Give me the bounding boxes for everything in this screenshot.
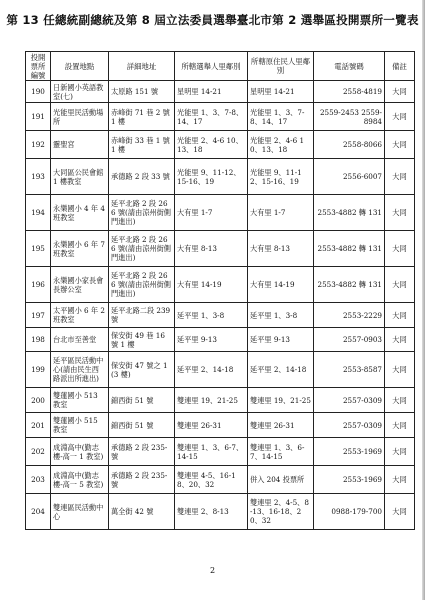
cell-phone: 2557-0309 [314,413,385,438]
cell-voter-districts: 大有里 8-13 [175,231,248,267]
cell-indigenous-districts: 光能里 9、11-12、15-16、19 [248,159,314,195]
cell-location: 靈聖宮 [51,131,109,159]
cell-station-number: 193 [26,159,51,195]
cell-voter-districts: 大有里 14-19 [175,267,248,303]
cell-note: 大同 [385,195,415,231]
header-station-number: 投開票所編號 [26,52,51,81]
cell-phone: 2553-4882 轉 131 [314,195,385,231]
cell-address: 錦西街 51 號 [109,388,175,413]
cell-location: 大同區公民會館 1 樓教室 [51,159,109,195]
cell-indigenous-districts: 光能里 2、4-6 10、13、18 [248,131,314,159]
cell-voter-districts: 延平里 9-13 [175,328,248,352]
cell-indigenous-districts: 延平里 1、3-8 [248,303,314,328]
cell-location: 雙蓮國小 515 教室 [51,413,109,438]
cell-note: 大同 [385,81,415,103]
cell-indigenous-districts: 大有里 8-13 [248,231,314,267]
cell-note: 大同 [385,388,415,413]
cell-voter-districts: 光能里 1、3、7-8、14、17 [175,103,248,131]
cell-voter-districts: 雙連里 4-5、16-18、20、32 [175,466,248,494]
cell-note: 大同 [385,328,415,352]
cell-location: 雙蓮國小 513 教室 [51,388,109,413]
cell-station-number: 194 [26,195,51,231]
cell-station-number: 203 [26,466,51,494]
cell-address: 保安街 49 巷 16 號 1 樓 [109,328,175,352]
cell-address: 承德路 2 段 33 號 [109,159,175,195]
cell-voter-districts: 雙連里 19、21-25 [175,388,248,413]
cell-phone: 2553-8587 [314,352,385,388]
header-voter-districts: 所轄選舉人里鄰別 [175,52,248,81]
table-row [26,131,415,159]
cell-note: 大同 [385,494,415,530]
cell-location: 永樂國小 4 年 4 班教室 [51,195,109,231]
cell-indigenous-districts: 延平里 2、14-18 [248,352,314,388]
cell-voter-districts: 延平里 1、3-8 [175,303,248,328]
table-row [26,328,415,352]
table-row [26,352,415,388]
cell-note: 大同 [385,159,415,195]
cell-note: 大同 [385,352,415,388]
cell-phone: 2557-0309 [314,388,385,413]
cell-location: 延平區民活動中心(請由民生西路派出所進出) [51,352,109,388]
cell-address: 延平北路 2 段 266 號(請由涼州街側門進出) [109,267,175,303]
header-address: 詳細地址 [109,52,175,81]
cell-station-number: 195 [26,231,51,267]
header-note: 備註 [385,52,415,81]
cell-note: 大同 [385,103,415,131]
cell-location: 太平國小 6 年 2 班教室 [51,303,109,328]
cell-station-number: 202 [26,438,51,466]
cell-note: 大同 [385,131,415,159]
cell-location: 永樂國小家長會長辦公室 [51,267,109,303]
cell-voter-districts: 雙連里 26-31 [175,413,248,438]
cell-address: 延平北路 2 段 266 號(請由涼州街側門進出) [109,195,175,231]
cell-phone: 2557-0903 [314,328,385,352]
cell-address: 萬全街 42 號 [109,494,175,530]
table-row [26,103,415,131]
cell-phone: 2558-8066 [314,131,385,159]
cell-voter-districts: 光能里 2、4-6 10、13、18 [175,131,248,159]
cell-indigenous-districts: 併入 204 投票所 [248,466,314,494]
cell-indigenous-districts: 大有里 14-19 [248,267,314,303]
cell-address: 承德路 2 段 235- 號 [109,438,175,466]
polling-station-table [25,51,415,530]
cell-note: 大同 [385,438,415,466]
table-row [26,303,415,328]
cell-voter-districts: 雙連里 2、8-13 [175,494,248,530]
page-title: 第 13 任總統副總統及第 8 屆立法委員選舉臺北市第 2 選舉區投開票所一覽表 [6,13,419,27]
table-row [26,413,415,438]
cell-indigenous-districts: 光能里 1、3、7-8、14、17 [248,103,314,131]
cell-location: 光能里民活動場所 [51,103,109,131]
cell-voter-districts: 星明里 14-21 [175,81,248,103]
header-location: 設置地點 [51,52,109,81]
cell-note: 大同 [385,231,415,267]
cell-station-number: 190 [26,81,51,103]
cell-location: 永樂國小 6 年 7 班教室 [51,231,109,267]
table-row [26,267,415,303]
cell-note: 大同 [385,303,415,328]
cell-voter-districts: 延平里 2、14-18 [175,352,248,388]
cell-note: 大同 [385,466,415,494]
table-row [26,494,415,530]
table-row [26,466,415,494]
table-row [26,388,415,413]
cell-station-number: 198 [26,328,51,352]
cell-phone: 2553-4882 轉 131 [314,231,385,267]
cell-phone: 2553-1969 [314,438,385,466]
table-row [26,195,415,231]
cell-station-number: 204 [26,494,51,530]
cell-phone: 2559-2453 2559-8984 [314,103,385,131]
cell-phone: 2553-2229 [314,303,385,328]
cell-address: 延平北路 2 段 266 號(請由涼州街側門進出) [109,231,175,267]
cell-indigenous-districts: 雙連里 19、21-25 [248,388,314,413]
cell-indigenous-districts: 延平里 9-13 [248,328,314,352]
table-row [26,159,415,195]
cell-location: 日新國小英語教室(七) [51,81,109,103]
cell-location: 雙連區民活動中心 [51,494,109,530]
cell-address: 保安街 47 號之 1 (3 樓) [109,352,175,388]
cell-address: 太原路 151 號 [109,81,175,103]
cell-phone: 2553-1969 [314,466,385,494]
cell-voter-districts: 大有里 1-7 [175,195,248,231]
cell-station-number: 196 [26,267,51,303]
header-indigenous-districts: 所轄原住民人里鄰別 [248,52,314,81]
cell-address: 錦西街 51 號 [109,413,175,438]
table-row [26,81,415,103]
cell-station-number: 201 [26,413,51,438]
cell-indigenous-districts: 雙連里 26-31 [248,413,314,438]
cell-location: 台北市至善堂 [51,328,109,352]
cell-station-number: 200 [26,388,51,413]
cell-indigenous-districts: 星明里 14-21 [248,81,314,103]
cell-note: 大同 [385,267,415,303]
cell-phone: 2556-6007 [314,159,385,195]
cell-station-number: 199 [26,352,51,388]
cell-location: 成淵高中(勤志樓-高一 5 教室) [51,466,109,494]
cell-voter-districts: 光能里 9、11-12、15-16、19 [175,159,248,195]
cell-address: 赤峰街 33 巷 1 號 1 樓 [109,131,175,159]
cell-voter-districts: 雙連里 1、3、6-7、14-15 [175,438,248,466]
cell-address: 延平北路二段 239 號 [109,303,175,328]
table-row [26,231,415,267]
cell-address: 赤峰街 71 巷 2 號 1 樓 [109,103,175,131]
cell-indigenous-districts: 雙連里 2、4-5、8-13、16-18、20、32 [248,494,314,530]
cell-note: 大同 [385,413,415,438]
cell-station-number: 191 [26,103,51,131]
polling-station-table-container [25,51,414,530]
table-row [26,438,415,466]
header-phone: 電話號碼 [314,52,385,81]
cell-phone: 2553-4882 轉 131 [314,267,385,303]
cell-station-number: 197 [26,303,51,328]
table-header-row [26,52,415,81]
cell-indigenous-districts: 雙連里 1、3、6-7、14-15 [248,438,314,466]
cell-phone: 2558-4819 [314,81,385,103]
cell-phone: 0988-179-700 [314,494,385,530]
page-number: 2 [209,566,216,575]
cell-location: 成淵高中(勤志樓-高一 1 教室) [51,438,109,466]
cell-indigenous-districts: 大有里 1-7 [248,195,314,231]
cell-address: 承德路 2 段 235- 號 [109,466,175,494]
table-body [26,81,415,530]
cell-station-number: 192 [26,131,51,159]
